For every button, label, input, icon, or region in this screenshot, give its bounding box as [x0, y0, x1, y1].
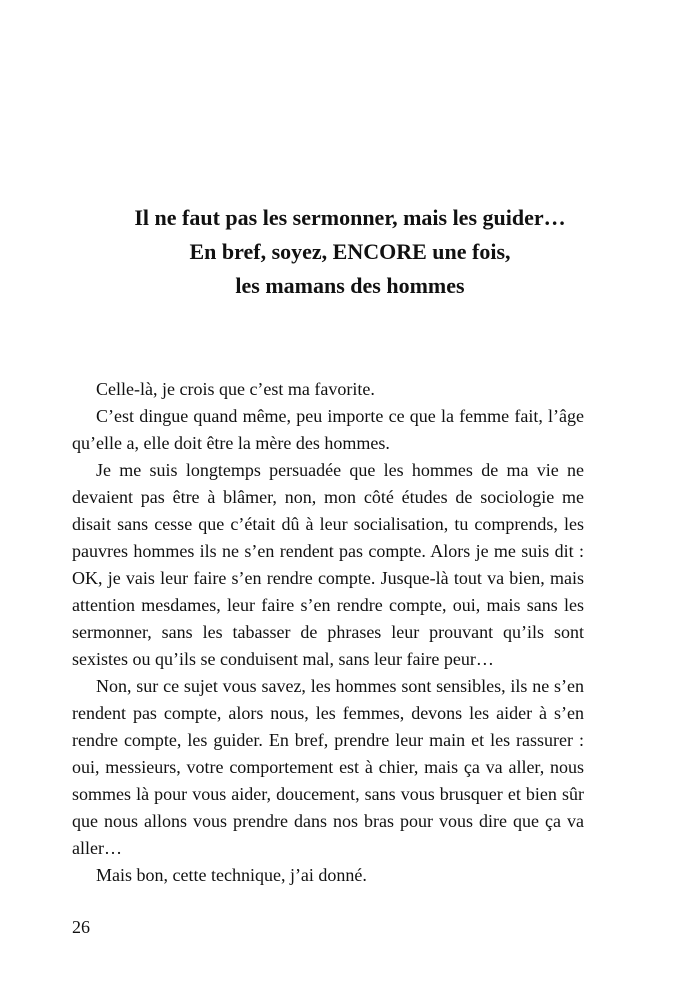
paragraph-3: Je me suis longtemps persuadée que les hommes de ma vie ne devaient pas être à blâmer, non, mon côté études de sociologie me disait sans cesse que c’était dû à leur socialisation, tu comprends, les pauvres hommes ils ne s’en rendent pas compte. Alors je me suis dit : OK, je vais leur faire s’en rendre compte. Jusque-là tout va bien, mais attention mesdames, leur faire s’en rendre compte, oui, mais sans les sermonner, sans les tabasser de phrases leur prouvant qu’ils sont sexistes ou qu’ils se conduisent mal, sans leur faire peur… — [72, 460, 584, 669]
chapter-title-line-2: En bref, soyez, ENCORE une fois, — [189, 239, 511, 264]
page-number: 26 — [72, 917, 90, 937]
body-text — [72, 376, 584, 889]
chapter-title-line-3: les mamans des hommes — [235, 273, 465, 298]
chapter-title — [0, 201, 700, 303]
paragraph-5: Mais bon, cette technique, j’ai donné. — [96, 865, 367, 885]
paragraph-1: Celle-là, je crois que c’est ma favorite. — [96, 379, 375, 399]
chapter-title-line-1: Il ne faut pas les sermonner, mais les guider… — [134, 205, 566, 230]
paragraph-2: C’est dingue quand même, peu importe ce que la femme fait, l’âge qu’elle a, elle doit être la mère des hommes. — [72, 406, 584, 453]
paragraph-4: Non, sur ce sujet vous savez, les hommes sont sensibles, ils ne s’en rendent pas compte, alors nous, les femmes, devons les aider à s’en rendre compte, les guider. En bref, prendre leur main et les rassurer : oui, messieurs, votre comportement est à chier, mais ça va aller, nous sommes là pour vous aider, doucement, sans vous brusquer et bien sûr que nous allons vous prendre dans nos bras pour vous dire que ça va aller… — [72, 676, 584, 858]
